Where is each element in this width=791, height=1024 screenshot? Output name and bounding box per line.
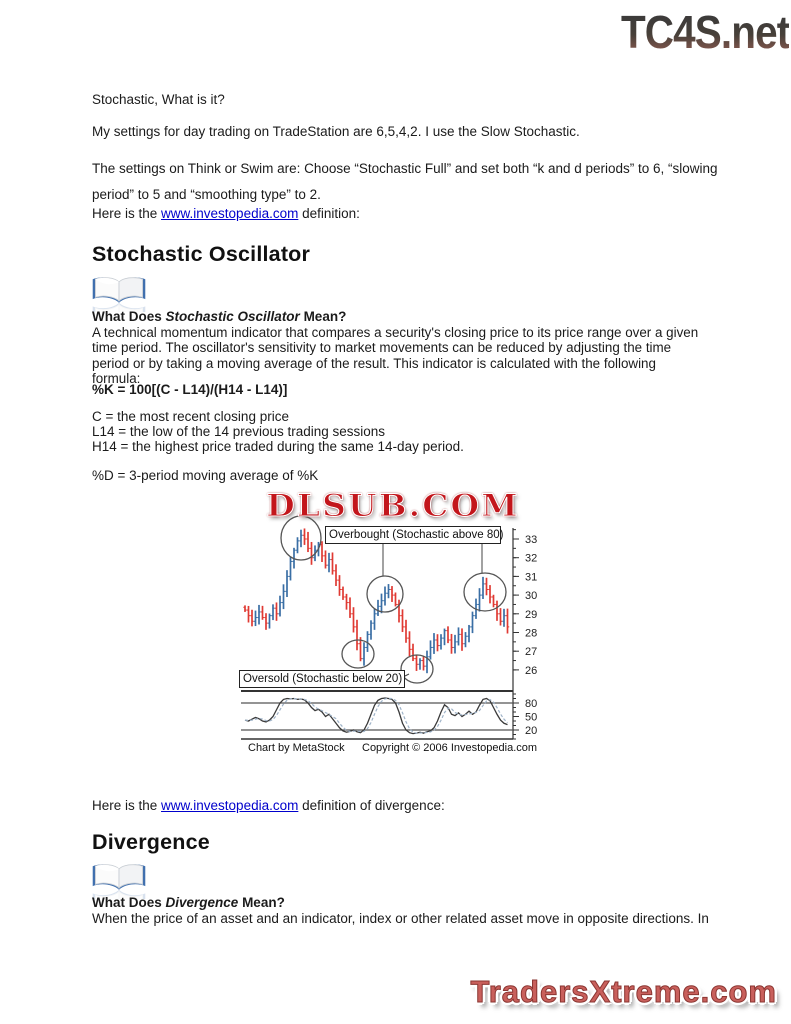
divergence-heading: Divergence <box>92 830 210 854</box>
stoch-axis-label: 20 <box>525 725 538 737</box>
stochastic-formula: %K = 100[(C - L14)/(H14 - L14)] <box>92 382 288 397</box>
sentence-suffix: definition: <box>298 206 360 221</box>
formula-legend-c: C = the most recent closing price <box>92 409 289 424</box>
tc4s-logo: TC4S.net <box>620 6 789 58</box>
stochastic-what-does-line <box>92 309 346 325</box>
sentence-prefix: Here is the <box>92 206 162 221</box>
sentence-suffix: definition of divergence: <box>298 798 445 813</box>
price-axis-label: 27 <box>525 646 538 659</box>
price-axis-label: 32 <box>525 552 538 565</box>
open-book-icon <box>90 857 148 899</box>
q-term: Stochastic Oscillator <box>165 309 300 324</box>
stoch-axis-label: 50 <box>525 711 538 724</box>
q-prefix: What Does <box>92 309 166 324</box>
formula-legend-h14: H14 = the highest price traded during the same 14-day period. <box>92 439 464 454</box>
chart-credit-investopedia: Copyright © 2006 Investopedia.com <box>362 742 538 754</box>
q-prefix: What Does <box>92 895 166 910</box>
annotation-circle <box>464 573 506 611</box>
intro-question: Stochastic, What is it? <box>92 92 225 107</box>
intro-settings-tradestation: My settings for day trading on TradeStation are 6,5,4,2. I use the Slow Stochastic. <box>92 124 580 139</box>
q-term: Divergence <box>165 895 239 910</box>
price-axis-label: 26 <box>525 664 538 677</box>
stoch-axis-label: 80 <box>525 698 538 710</box>
tradersxtreme-logo: TradersXtreme.com <box>470 974 777 1009</box>
definition-intro-sentence <box>92 206 360 222</box>
divergence-what-does-line <box>92 895 285 911</box>
dlsub-watermark: DLSUB.COM <box>266 488 520 524</box>
divergence-definition: When the price of an asset and an indicator, index or other related asset move in opposite directions. In <box>92 911 709 926</box>
price-axis-label: 29 <box>525 608 538 621</box>
investopedia-link[interactable]: www.investopedia.com <box>161 206 299 221</box>
overbought-label: Overbought (Stochastic above 80) <box>325 526 501 544</box>
price-axis-label: 30 <box>525 590 538 603</box>
price-axis-label: 31 <box>525 571 538 584</box>
stochastic-chart-figure <box>236 488 560 764</box>
investopedia-link[interactable]: www.investopedia.com <box>161 798 299 813</box>
chart-credit-metastock: Chart by MetaStock <box>248 742 345 754</box>
formula-legend-l14: L14 = the low of the 14 previous trading sessions <box>92 424 386 439</box>
q-suffix: Mean? <box>238 895 285 910</box>
divergence-intro-sentence <box>92 798 445 814</box>
stochastic-definition: A technical momentum indicator that compares a security's closing price to its price range over a given time period. The oscillator's sensitivity to market movements can be reduced by adjusting the time period or by taking a moving average of the result. This indicator is calculated with the following formula: <box>92 325 699 387</box>
price-axis-label: 28 <box>525 627 538 640</box>
sentence-prefix: Here is the <box>92 798 162 813</box>
open-book-icon <box>90 270 148 312</box>
percent-d-line: %D = 3-period moving average of %K <box>92 468 319 483</box>
price-axis-label: 33 <box>525 534 538 546</box>
oversold-label: Oversold (Stochastic below 20) <box>239 670 405 688</box>
stochastic-heading: Stochastic Oscillator <box>92 242 311 266</box>
q-suffix: Mean? <box>299 309 347 324</box>
intro-settings-thinkorswim: The settings on Think or Swim are: Choose “Stochastic Full” and set both “k and d periods” to 6, “slowing period” to 5 and “smoothing type” to 2. <box>92 161 718 202</box>
